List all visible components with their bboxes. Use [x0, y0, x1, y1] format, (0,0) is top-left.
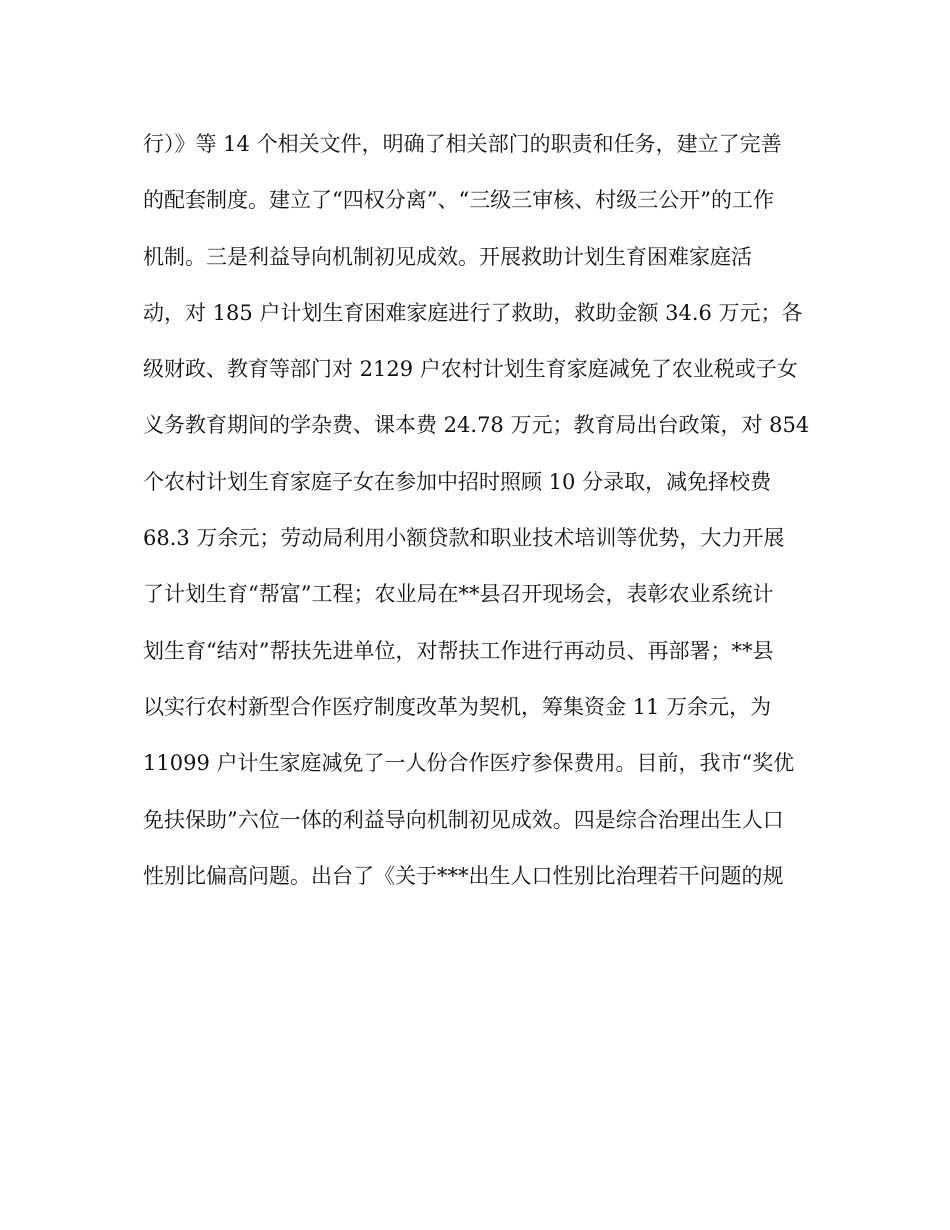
- text-line: 的配套制度。建立了“四权分离”、“三级三审核、村级三公开”的工作: [143, 188, 774, 213]
- text-line: 11099 户计生家庭减免了一人份合作医疗参保费用。目前，我市“奖优: [143, 751, 795, 776]
- text-line: 级财政、教育等部门对 2129 户农村计划生育家庭减免了农业税或子女: [143, 357, 798, 382]
- text-line: 68.3 万余元；劳动局利用小额贷款和职业技术培训等优势，大力开展: [143, 526, 785, 551]
- text-line: 动，对 185 户计划生育困难家庭进行了救助，救助金额 34.6 万元；各: [143, 300, 803, 325]
- text-line: 性别比偏高问题。出台了《关于***出生人口性别比治理若干问题的规: [143, 863, 784, 888]
- text-line: 义务教育期间的学杂费、课本费 24.78 万元；教育局出台政策，对 854: [143, 413, 810, 438]
- text-line: 划生育“结对”帮扶先进单位，对帮扶工作进行再动员、再部署；**县: [143, 638, 774, 663]
- text-line: 行）》等 14 个相关文件，明确了相关部门的职责和任务，建立了完善: [143, 132, 782, 156]
- text-line: 机制。三是利益导向机制初见成效。开展救助计划生育困难家庭活: [143, 244, 752, 269]
- text-line: 个农村计划生育家庭子女在参加中招时照顾 10 分录取，减免择校费: [143, 469, 772, 494]
- body-text: [143, 122, 823, 910]
- text-line: 免扶保助”六位一体的利益导向机制初见成效。四是综合治理出生人口: [143, 807, 784, 832]
- text-line: 以实行农村新型合作医疗制度改革为契机，筹集资金 11 万余元，为: [143, 694, 772, 719]
- text-line: 了计划生育“帮富”工程；农业局在**县召开现场会，表彰农业系统计: [143, 582, 774, 607]
